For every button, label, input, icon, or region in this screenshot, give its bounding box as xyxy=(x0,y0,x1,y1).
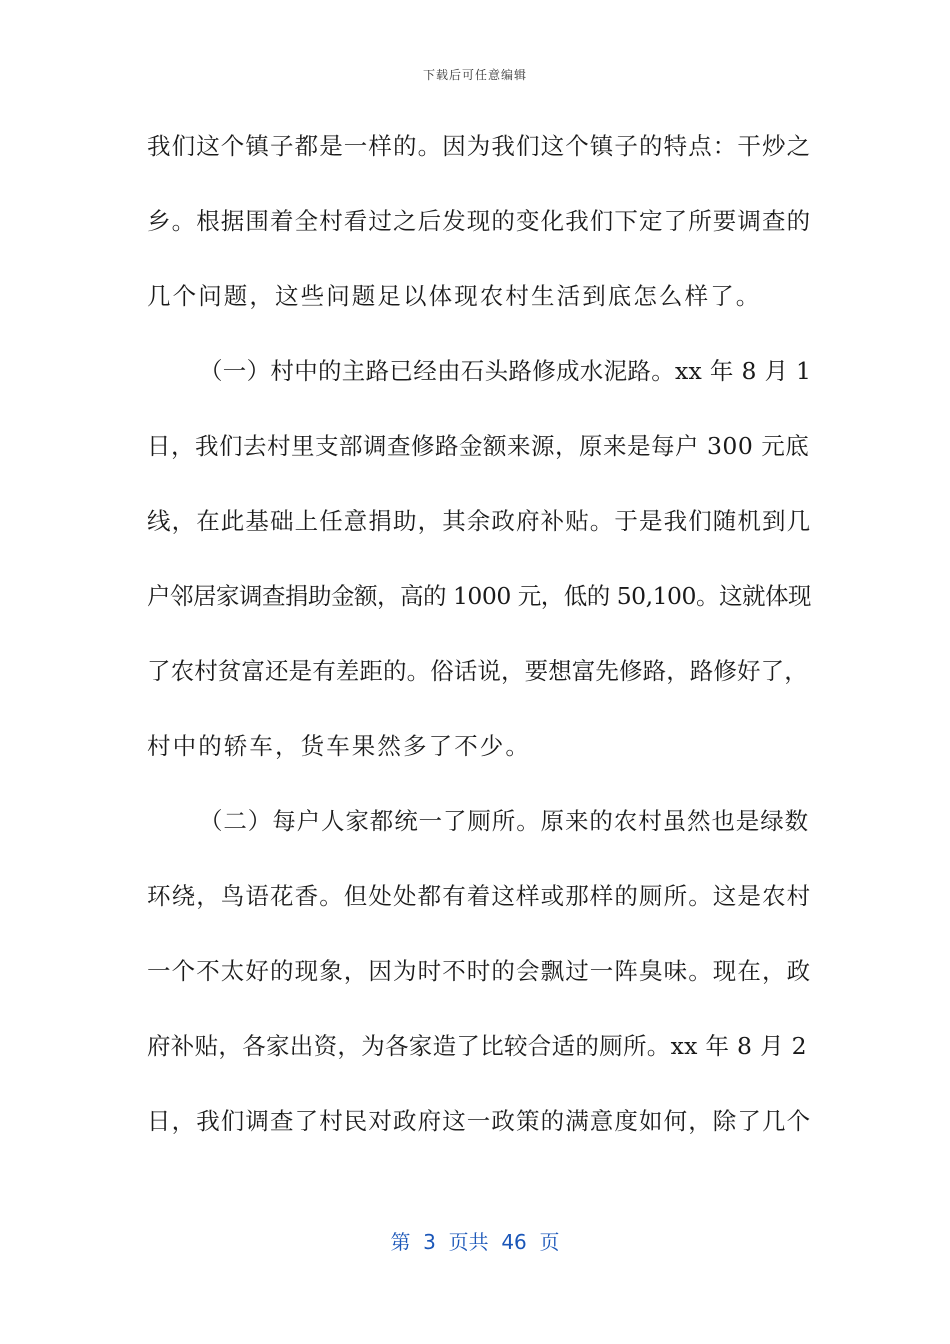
text-line-9: 村中的轿车，货车果然多了不少。 xyxy=(147,732,531,760)
text-line-13: 府补贴，各家出资，为各家造了比较合适的厕所。xx 年 8 月 2 xyxy=(147,1032,807,1060)
page-footer: 第 3 页共 46 页 xyxy=(390,1230,560,1254)
text-line-6: 线，在此基础上任意捐助，其余政府补贴。于是我们随机到几 xyxy=(147,507,812,535)
text-line-7: 户邻居家调查捐助金额，高的 1000 元，低的 50,100。这就体现 xyxy=(147,582,811,610)
page-header: 下载后可任意编辑 xyxy=(422,68,527,82)
text-line-8: 了农村贫富还是有差距的。俗话说，要想富先修路，路修好了， xyxy=(147,657,808,685)
text-line-3: 几个问题，这些问题足以体现农村生活到底怎么样了。 xyxy=(147,282,762,310)
text-line-2: 乡。根据围着全村看过之后发现的变化我们下定了所要调查的 xyxy=(147,207,812,235)
text-line-14: 日，我们调查了村民对政府这一政策的满意度如何，除了几个 xyxy=(147,1107,812,1135)
text-line-4: （一）村中的主路已经由石头路修成水泥路。xx 年 8 月 1 xyxy=(199,357,812,385)
text-line-10: （二）每户人家都统一了厕所。原来的农村虽然也是绿数 xyxy=(199,807,809,835)
text-line-1: 我们这个镇子都是一样的。因为我们这个镇子的特点：干炒之 xyxy=(147,132,812,160)
text-line-12: 一个不太好的现象，因为时不时的会飘过一阵臭味。现在，政 xyxy=(147,957,812,985)
text-line-5: 日，我们去村里支部调查修路金额来源，原来是每户 300 元底 xyxy=(147,432,810,460)
text-line-11: 环绕，鸟语花香。但处处都有着这样或那样的厕所。这是农村 xyxy=(147,882,812,910)
